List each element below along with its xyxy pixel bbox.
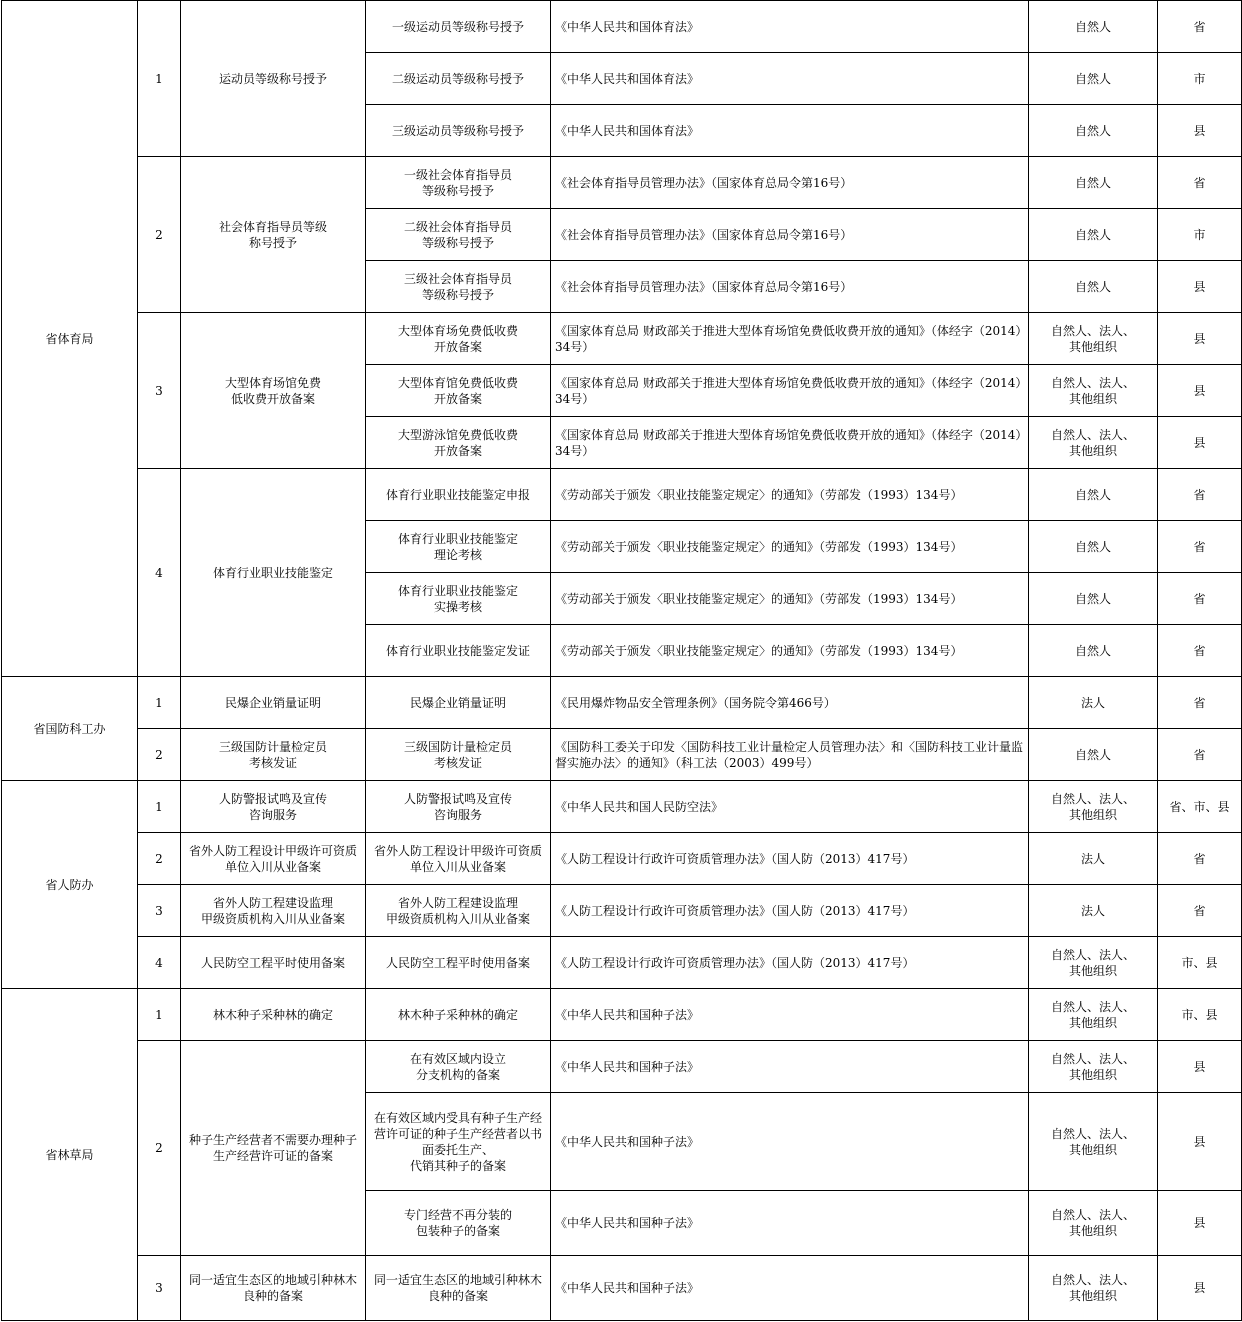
legal-basis: 《社会体育指导员管理办法》（国家体育总局令第16号） xyxy=(551,261,1029,313)
table-row xyxy=(2,313,1242,365)
legal-basis: 《中华人民共和国种子法》 xyxy=(551,1093,1029,1191)
item-number: 2 xyxy=(138,157,181,313)
item-number: 3 xyxy=(138,1256,181,1321)
service-target: 自然人 xyxy=(1029,105,1158,157)
item-number: 2 xyxy=(138,833,181,885)
service-target: 自然人 xyxy=(1029,53,1158,105)
service-target: 自然人 xyxy=(1029,573,1158,625)
admin-level: 省 xyxy=(1158,521,1242,573)
sub-item-name: 三级社会体育指导员 等级称号授予 xyxy=(366,261,551,313)
table-row xyxy=(2,781,1242,833)
admin-level: 县 xyxy=(1158,105,1242,157)
legal-basis: 《国防科工委关于印发〈国防科技工业计量检定人员管理办法〉和〈国防科技工业计量监督实施办法〉的通知》（科工法（2003）499号） xyxy=(551,729,1029,781)
item-number: 3 xyxy=(138,885,181,937)
legal-basis: 《社会体育指导员管理办法》（国家体育总局令第16号） xyxy=(551,157,1029,209)
service-target: 自然人、法人、 其他组织 xyxy=(1029,1256,1158,1321)
sub-item-name: 体育行业职业技能鉴定 理论考核 xyxy=(366,521,551,573)
service-target: 自然人 xyxy=(1029,209,1158,261)
service-target: 自然人 xyxy=(1029,469,1158,521)
sub-item-name: 人防警报试鸣及宣传 咨询服务 xyxy=(366,781,551,833)
admin-level: 市 xyxy=(1158,209,1242,261)
admin-level: 省 xyxy=(1158,1,1242,53)
service-target: 自然人、法人、 其他组织 xyxy=(1029,1093,1158,1191)
table-row xyxy=(2,885,1242,937)
service-target: 法人 xyxy=(1029,885,1158,937)
item-number: 1 xyxy=(138,781,181,833)
table-row xyxy=(2,157,1242,209)
item-name: 民爆企业销量证明 xyxy=(181,677,366,729)
admin-level: 省 xyxy=(1158,729,1242,781)
legal-basis: 《劳动部关于颁发〈职业技能鉴定规定〉的通知》（劳部发（1993）134号） xyxy=(551,469,1029,521)
table-row xyxy=(2,1,1242,53)
service-target: 自然人 xyxy=(1029,729,1158,781)
admin-level: 县 xyxy=(1158,261,1242,313)
legal-basis: 《中华人民共和国体育法》 xyxy=(551,105,1029,157)
sub-item-name: 体育行业职业技能鉴定 实操考核 xyxy=(366,573,551,625)
sub-item-name: 林木种子采种林的确定 xyxy=(366,989,551,1041)
admin-level: 县 xyxy=(1158,1256,1242,1321)
legal-basis: 《国家体育总局 财政部关于推进大型体育场馆免费低收费开放的通知》（体经字（2014）34号） xyxy=(551,365,1029,417)
admin-level: 省 xyxy=(1158,833,1242,885)
item-number: 2 xyxy=(138,729,181,781)
legal-basis: 《中华人民共和国种子法》 xyxy=(551,1191,1029,1256)
admin-level: 省 xyxy=(1158,157,1242,209)
service-target: 自然人 xyxy=(1029,521,1158,573)
admin-level: 市、县 xyxy=(1158,937,1242,989)
legal-basis: 《人防工程设计行政许可资质管理办法》（国人防（2013）417号） xyxy=(551,885,1029,937)
table-row xyxy=(2,677,1242,729)
admin-level: 县 xyxy=(1158,1041,1242,1093)
sub-item-name: 体育行业职业技能鉴定申报 xyxy=(366,469,551,521)
sub-item-name: 省外人防工程建设监理 甲级资质机构入川从业备案 xyxy=(366,885,551,937)
legal-basis: 《劳动部关于颁发〈职业技能鉴定规定〉的通知》（劳部发（1993）134号） xyxy=(551,625,1029,677)
sub-item-name: 体育行业职业技能鉴定发证 xyxy=(366,625,551,677)
admin-level: 县 xyxy=(1158,313,1242,365)
service-target: 法人 xyxy=(1029,677,1158,729)
admin-level: 市 xyxy=(1158,53,1242,105)
legal-basis: 《社会体育指导员管理办法》（国家体育总局令第16号） xyxy=(551,209,1029,261)
admin-level: 市、县 xyxy=(1158,989,1242,1041)
item-name: 运动员等级称号授予 xyxy=(181,1,366,157)
admin-level: 省 xyxy=(1158,677,1242,729)
matters-table xyxy=(1,0,1242,1321)
service-target: 自然人 xyxy=(1029,157,1158,209)
item-name: 大型体育场馆免费 低收费开放备案 xyxy=(181,313,366,469)
item-name: 社会体育指导员等级 称号授予 xyxy=(181,157,366,313)
item-name: 林木种子采种林的确定 xyxy=(181,989,366,1041)
sub-item-name: 大型体育场免费低收费 开放备案 xyxy=(366,313,551,365)
service-target: 自然人、法人、 其他组织 xyxy=(1029,781,1158,833)
sub-item-name: 同一适宜生态区的地域引种林木良种的备案 xyxy=(366,1256,551,1321)
legal-basis: 《人防工程设计行政许可资质管理办法》（国人防（2013）417号） xyxy=(551,937,1029,989)
table-row xyxy=(2,833,1242,885)
sub-item-name: 二级社会体育指导员 等级称号授予 xyxy=(366,209,551,261)
legal-basis: 《劳动部关于颁发〈职业技能鉴定规定〉的通知》（劳部发（1993）134号） xyxy=(551,573,1029,625)
sub-item-name: 省外人防工程设计甲级许可资质单位入川从业备案 xyxy=(366,833,551,885)
legal-basis: 《中华人民共和国体育法》 xyxy=(551,53,1029,105)
service-target: 自然人、法人、 其他组织 xyxy=(1029,365,1158,417)
service-target: 自然人、法人、 其他组织 xyxy=(1029,313,1158,365)
department-name: 省人防办 xyxy=(2,781,138,989)
sub-item-name: 三级运动员等级称号授予 xyxy=(366,105,551,157)
item-name: 人防警报试鸣及宣传 咨询服务 xyxy=(181,781,366,833)
service-target: 自然人、法人、 其他组织 xyxy=(1029,989,1158,1041)
admin-level: 省 xyxy=(1158,469,1242,521)
sub-item-name: 在有效区域内设立 分支机构的备案 xyxy=(366,1041,551,1093)
service-target: 自然人、法人、 其他组织 xyxy=(1029,417,1158,469)
legal-basis: 《中华人民共和国人民防空法》 xyxy=(551,781,1029,833)
table-row xyxy=(2,469,1242,521)
admin-level: 县 xyxy=(1158,417,1242,469)
item-name: 同一适宜生态区的地域引种林木良种的备案 xyxy=(181,1256,366,1321)
service-target: 自然人 xyxy=(1029,1,1158,53)
sub-item-name: 大型游泳馆免费低收费 开放备案 xyxy=(366,417,551,469)
service-target: 自然人、法人、 其他组织 xyxy=(1029,1191,1158,1256)
legal-basis: 《人防工程设计行政许可资质管理办法》（国人防（2013）417号） xyxy=(551,833,1029,885)
table-row xyxy=(2,729,1242,781)
sub-item-name: 一级运动员等级称号授予 xyxy=(366,1,551,53)
item-number: 1 xyxy=(138,677,181,729)
legal-basis: 《中华人民共和国种子法》 xyxy=(551,1041,1029,1093)
sub-item-name: 三级国防计量检定员 考核发证 xyxy=(366,729,551,781)
table-row xyxy=(2,989,1242,1041)
legal-basis: 《劳动部关于颁发〈职业技能鉴定规定〉的通知》（劳部发（1993）134号） xyxy=(551,521,1029,573)
sub-item-name: 大型体育馆免费低收费 开放备案 xyxy=(366,365,551,417)
item-number: 4 xyxy=(138,469,181,677)
legal-basis: 《中华人民共和国种子法》 xyxy=(551,1256,1029,1321)
table-row xyxy=(2,1256,1242,1321)
department-name: 省体育局 xyxy=(2,1,138,677)
legal-basis: 《中华人民共和国体育法》 xyxy=(551,1,1029,53)
item-name: 省外人防工程建设监理 甲级资质机构入川从业备案 xyxy=(181,885,366,937)
service-target: 法人 xyxy=(1029,833,1158,885)
sub-item-name: 一级社会体育指导员 等级称号授予 xyxy=(366,157,551,209)
legal-basis: 《中华人民共和国种子法》 xyxy=(551,989,1029,1041)
service-target: 自然人、法人、 其他组织 xyxy=(1029,1041,1158,1093)
admin-level: 省 xyxy=(1158,625,1242,677)
legal-basis: 《国家体育总局 财政部关于推进大型体育场馆免费低收费开放的通知》（体经字（2014）34号） xyxy=(551,417,1029,469)
department-name: 省林草局 xyxy=(2,989,138,1321)
admin-level: 县 xyxy=(1158,1093,1242,1191)
service-target: 自然人、法人、 其他组织 xyxy=(1029,937,1158,989)
item-number: 3 xyxy=(138,313,181,469)
item-number: 4 xyxy=(138,937,181,989)
sub-item-name: 二级运动员等级称号授予 xyxy=(366,53,551,105)
item-number: 1 xyxy=(138,989,181,1041)
admin-level: 县 xyxy=(1158,1191,1242,1256)
legal-basis: 《民用爆炸物品安全管理条例》（国务院令第466号） xyxy=(551,677,1029,729)
item-name: 三级国防计量检定员 考核发证 xyxy=(181,729,366,781)
sub-item-name: 民爆企业销量证明 xyxy=(366,677,551,729)
item-name: 省外人防工程设计甲级许可资质单位入川从业备案 xyxy=(181,833,366,885)
admin-level: 省 xyxy=(1158,573,1242,625)
item-name: 种子生产经营者不需要办理种子生产经营许可证的备案 xyxy=(181,1041,366,1256)
legal-basis: 《国家体育总局 财政部关于推进大型体育场馆免费低收费开放的通知》（体经字（2014）34号） xyxy=(551,313,1029,365)
table-row xyxy=(2,937,1242,989)
item-name: 体育行业职业技能鉴定 xyxy=(181,469,366,677)
table-row xyxy=(2,1041,1242,1093)
service-target: 自然人 xyxy=(1029,261,1158,313)
item-name: 人民防空工程平时使用备案 xyxy=(181,937,366,989)
service-target: 自然人 xyxy=(1029,625,1158,677)
sub-item-name: 在有效区域内受具有种子生产经营许可证的种子生产经营者以书面委托生产、 代销其种子的备案 xyxy=(366,1093,551,1191)
sub-item-name: 人民防空工程平时使用备案 xyxy=(366,937,551,989)
admin-level: 省、市、县 xyxy=(1158,781,1242,833)
admin-level: 县 xyxy=(1158,365,1242,417)
department-name: 省国防科工办 xyxy=(2,677,138,781)
sub-item-name: 专门经营不再分装的 包装种子的备案 xyxy=(366,1191,551,1256)
admin-level: 省 xyxy=(1158,885,1242,937)
item-number: 2 xyxy=(138,1041,181,1256)
item-number: 1 xyxy=(138,1,181,157)
